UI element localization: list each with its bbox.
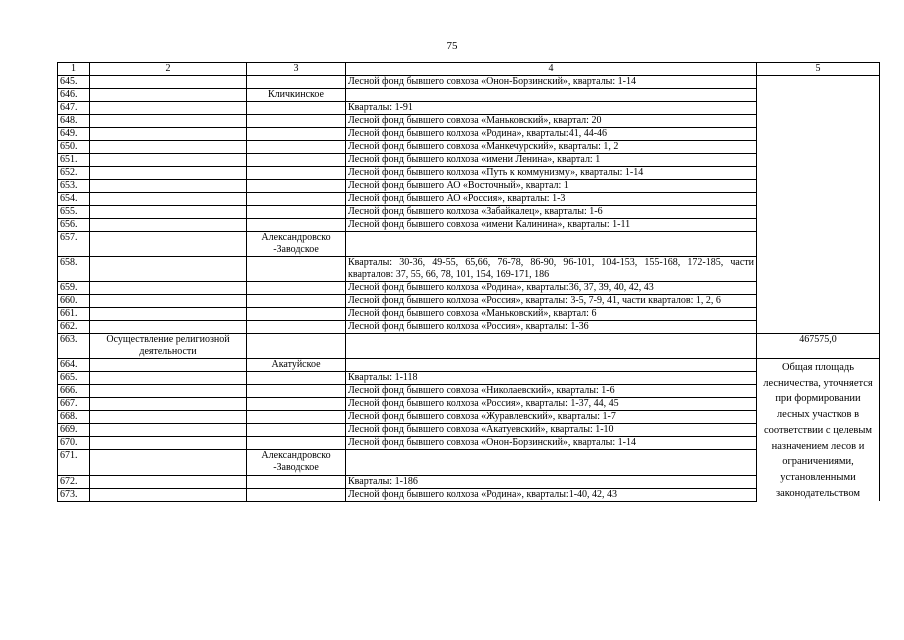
row-number: 673. [58,488,90,501]
table-row [58,154,880,167]
quarters-cell: Лесной фонд бывшего совхоза «Маньковский», квартал: 6 [346,308,757,321]
table-row [58,488,880,501]
district-cell [247,206,346,219]
purpose-cell [90,180,247,193]
district-cell [247,141,346,154]
table-row [58,232,880,257]
purpose-cell [90,308,247,321]
quarters-cell [346,359,757,372]
district-cell [247,334,346,359]
purpose-cell [90,411,247,424]
purpose-cell [90,115,247,128]
quarters-cell: Лесной фонд бывшего совхоза «Журавлевский», кварталы: 1-7 [346,411,757,424]
row-number: 660. [58,295,90,308]
district-cell [247,180,346,193]
table-row [58,372,880,385]
table-row [58,334,880,359]
district-cell [247,219,346,232]
row-number: 661. [58,308,90,321]
quarters-cell: Лесной фонд бывшего совхоза «Акатуевский», кварталы: 1-10 [346,424,757,437]
row-number: 654. [58,193,90,206]
quarters-cell [346,232,757,257]
district-cell: Александровско -Заводское [247,450,346,475]
quarters-cell: Кварталы: 1-118 [346,372,757,385]
purpose-cell [90,295,247,308]
column-header-3: 3 [247,63,346,76]
row-number: 662. [58,321,90,334]
purpose-cell [90,219,247,232]
column-header-row [58,63,880,76]
quarters-cell: Лесной фонд бывшего АО «Россия», кварталы: 1-3 [346,193,757,206]
quarters-cell: Лесной фонд бывшего колхоза «Россия», кварталы: 3-5, 7-9, 41, части кварталов: 1, 2, 6 [346,295,757,308]
row-number: 656. [58,219,90,232]
district-cell [247,167,346,180]
column-header-1: 1 [58,63,90,76]
purpose-cell [90,193,247,206]
purpose-cell [90,437,247,450]
row-number: 652. [58,167,90,180]
district-cell [247,437,346,450]
quarters-cell: Лесной фонд бывшего совхоза «Манкечурский», кварталы: 1, 2 [346,141,757,154]
row-number: 651. [58,154,90,167]
quarters-cell: Лесной фонд бывшего АО «Восточный», квартал: 1 [346,180,757,193]
purpose-cell [90,128,247,141]
row-number: 667. [58,398,90,411]
table-row [58,475,880,488]
purpose-cell [90,450,247,475]
table-row [58,398,880,411]
column-header-5: 5 [757,63,880,76]
row-number: 668. [58,411,90,424]
purpose-cell [90,372,247,385]
row-number: 659. [58,282,90,295]
quarters-cell [346,334,757,359]
table-row [58,180,880,193]
table-row [58,282,880,295]
quarters-cell: Кварталы: 1-91 [346,102,757,115]
table-row [58,411,880,424]
area-cell [757,76,880,334]
table-row [58,115,880,128]
district-cell: Кличкинское [247,89,346,102]
district-cell [247,154,346,167]
table-row [58,193,880,206]
table-row [58,359,880,372]
purpose-cell [90,385,247,398]
district-cell: Александровско -Заводское [247,232,346,257]
quarters-cell: Лесной фонд бывшего совхоза «имени Калинина», кварталы: 1-11 [346,219,757,232]
table-row [58,128,880,141]
row-number: 657. [58,232,90,257]
quarters-cell: Кварталы: 1-186 [346,475,757,488]
purpose-cell [90,141,247,154]
purpose-cell [90,89,247,102]
purpose-cell: Осуществление религиозной деятельности [90,334,247,359]
row-number: 666. [58,385,90,398]
district-cell [247,385,346,398]
district-cell [247,193,346,206]
quarters-cell: Лесной фонд бывшего колхоза «имени Ленина», квартал: 1 [346,154,757,167]
row-number: 663. [58,334,90,359]
row-number: 653. [58,180,90,193]
district-cell [247,321,346,334]
row-number: 669. [58,424,90,437]
row-number: 670. [58,437,90,450]
purpose-cell [90,321,247,334]
district-cell [247,372,346,385]
row-number: 649. [58,128,90,141]
row-number: 658. [58,257,90,282]
district-cell [247,475,346,488]
quarters-cell: Лесной фонд бывшего совхоза «Маньковский», квартал: 20 [346,115,757,128]
column-header-4: 4 [346,63,757,76]
district-cell [247,76,346,89]
district-cell [247,257,346,282]
district-cell [247,282,346,295]
row-number: 648. [58,115,90,128]
purpose-cell [90,488,247,501]
purpose-cell [90,154,247,167]
table-row [58,219,880,232]
district-cell: Акатуйское [247,359,346,372]
purpose-cell [90,475,247,488]
district-cell [247,128,346,141]
table-row [58,295,880,308]
quarters-cell: Лесной фонд бывшего колхоза «Путь к коммунизму», кварталы: 1-14 [346,167,757,180]
row-number: 655. [58,206,90,219]
quarters-cell [346,450,757,475]
table-row [58,102,880,115]
district-cell [247,308,346,321]
purpose-cell [90,359,247,372]
table-row [58,450,880,475]
quarters-cell [346,89,757,102]
table-row [58,321,880,334]
area-value: 467575,0 [757,334,880,359]
quarters-cell: Лесной фонд бывшего колхоза «Забайкалец», кварталы: 1-6 [346,206,757,219]
district-cell [247,411,346,424]
table-row [58,424,880,437]
row-number: 646. [58,89,90,102]
purpose-cell [90,282,247,295]
table-row [58,89,880,102]
purpose-cell [90,167,247,180]
purpose-cell [90,257,247,282]
district-cell [247,424,346,437]
quarters-cell: Кварталы: 30-36, 49-55, 65,66, 76-78, 86-90, 96-101, 104-153, 155-168, 172-185, части кварталов: 37, 55, 66, 78, 101, 154, 169-171, 186 [346,257,757,282]
quarters-cell: Лесной фонд бывшего совхоза «Николаевский», кварталы: 1-6 [346,385,757,398]
row-number: 671. [58,450,90,475]
district-cell [247,115,346,128]
row-number: 664. [58,359,90,372]
table-row [58,76,880,89]
table-row [58,206,880,219]
quarters-cell: Лесной фонд бывшего совхоза «Онон-Борзинский», кварталы: 1-14 [346,437,757,450]
quarters-cell: Лесной фонд бывшего колхоза «Родина», кварталы:41, 44-46 [346,128,757,141]
area-note: Общая площадь лесничества, уточняется при формировании лесных участков в соответствии с целевым назначением лесов и ограничениями, установленными законодательством [757,359,880,502]
row-number: 672. [58,475,90,488]
table-row [58,437,880,450]
quarters-cell: Лесной фонд бывшего колхоза «Родина», кварталы:1-40, 42, 43 [346,488,757,501]
quarters-cell: Лесной фонд бывшего совхоза «Онон-Борзинский», кварталы: 1-14 [346,76,757,89]
purpose-cell [90,424,247,437]
page-number: 75 [446,40,458,52]
column-header-2: 2 [90,63,247,76]
purpose-cell [90,76,247,89]
table-row [58,308,880,321]
quarters-cell: Лесной фонд бывшего колхоза «Родина», кварталы:36, 37, 39, 40, 42, 43 [346,282,757,295]
purpose-cell [90,102,247,115]
district-cell [247,102,346,115]
quarters-cell: Лесной фонд бывшего колхоза «Россия», кварталы: 1-37, 44, 45 [346,398,757,411]
quarters-cell: Лесной фонд бывшего колхоза «Россия», кварталы: 1-36 [346,321,757,334]
purpose-cell [90,206,247,219]
table-row [58,257,880,282]
row-number: 645. [58,76,90,89]
table-row [58,385,880,398]
district-cell [247,488,346,501]
purpose-cell [90,398,247,411]
row-number: 647. [58,102,90,115]
table-row [58,167,880,180]
district-cell [247,295,346,308]
row-number: 650. [58,141,90,154]
table-row [58,141,880,154]
purpose-cell [90,232,247,257]
district-cell [247,398,346,411]
row-number: 665. [58,372,90,385]
forest-register-table [57,62,880,502]
